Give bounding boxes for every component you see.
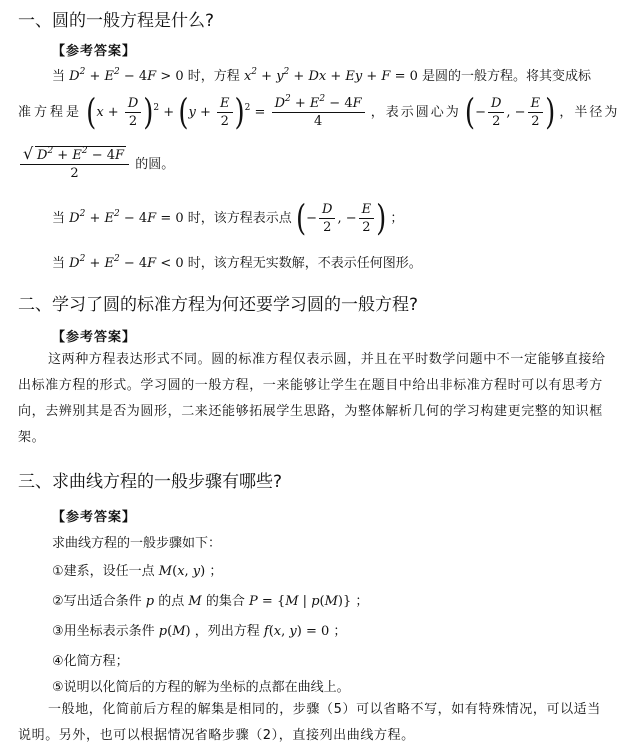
s3-step4: ④化简方程； [52, 654, 129, 669]
answer-label-3: 【参考答案】 [52, 510, 137, 525]
s1-line2: 准方程是 (x + $\frac{D}{2}$ )$^2$ + (y + $\frac{E}{2}$ )$^2$ = $\frac{D^2 + E^2 - 4F}{4}$ ，表示圆心为 (− $\frac{D}{2}$ , − $\frac{E}{2}$ ) ，半径为 [18, 92, 620, 133]
formula-point: (− $\frac{D}{2}$ , − $\frac{E}{2}$ ) [295, 198, 387, 239]
formula-general-equation: $x^2 + y^2 + Dx + Ey + F = 0$ [243, 67, 418, 84]
formula-center: (− $\frac{D}{2}$ , − $\frac{E}{2}$ ) [464, 92, 556, 133]
formula-standard-equation: (x + $\frac{D}{2}$ )$^2$ + (y + $\frac{E}{2}$ )$^2$ = $\frac{D^2 + E^2 - 4F}{4}$ [86, 105, 371, 120]
formula-set-p: P = {M | p(M)} [249, 594, 352, 609]
s3-step3: ③用坐标表示条件 p(M) ，列出方程 f(x, y) = 0 ； [52, 624, 347, 639]
formula-point-m: M(x, y) [158, 564, 206, 579]
formula-condition: $D^2 + E^2 - 4F > 0$ [69, 67, 184, 84]
formula-condition-zero: $D^2 + E^2 - 4F = 0$ [69, 209, 184, 226]
s1-line5: 当 $D^2 + E^2 - 4F < 0$ 时，该方程无实数解，不表示任何图形。 [52, 254, 422, 271]
section-2-paragraph: 这两种方程表达形式不同。圆的标准方程仅表示圆，并且在平时数学问题中不一定能够直接给出标准方程的形式。学习圆的一般方程，一来能够让学生在题目中给出非标准方程时可以有思考方向，去辨别其是否为圆形，二来还能够拓展学生思路，为整体解析几何的学习构建更完整的知识框架。 [18, 352, 606, 445]
s1-line1: 当 $D^2 + E^2 - 4F > 0$ 时，方程 $x^2 + y^2 + Dx + Ey + F = 0$ 是圆的一般方程。将其变成标 [52, 67, 592, 84]
s3-step2: ②写出适合条件 p 的点 M 的集合 P = {M | p(M)} ； [52, 594, 369, 609]
answer-label-1: 【参考答案】 [52, 44, 137, 59]
section-3-title: 三、求曲线方程的一般步骤有哪些? [18, 472, 283, 492]
section-1-title: 一、圆的一般方程是什么? [18, 11, 215, 31]
section-3-paragraph: 一般地，化简前后方程的解集是相同的，步骤（5）可以省略不写，如有特殊情况，可以适当说明。另外，也可以根据情况省略步骤（2），直接列出曲线方程。 [18, 702, 601, 743]
s3-step5: ⑤说明以化简后的方程的解为坐标的点都在曲线上。 [52, 680, 350, 695]
formula-curve-equation: f(x, y) = 0 [263, 624, 330, 639]
s3-step1: ①建系，设任一点 M(x, y) ； [52, 564, 223, 579]
formula-condition-negative: $D^2 + E^2 - 4F < 0$ [69, 254, 184, 271]
answer-label-2: 【参考答案】 [52, 330, 137, 345]
formula-radius: √ $D^2 + E^2 - 4F$ 2 [18, 157, 135, 172]
s1-line3: √ $D^2 + E^2 - 4F$ 2 的圆。 [18, 148, 174, 181]
s3-intro: 求曲线方程的一般步骤如下： [52, 536, 222, 551]
section-2-title: 二、学习了圆的标准方程为何还要学习圆的一般方程? [18, 295, 419, 315]
s1-line4: 当 $D^2 + E^2 - 4F = 0$ 时，该方程表示点 (− $\frac{D}{2}$ , − $\frac{E}{2}$ ) ； [52, 198, 404, 239]
